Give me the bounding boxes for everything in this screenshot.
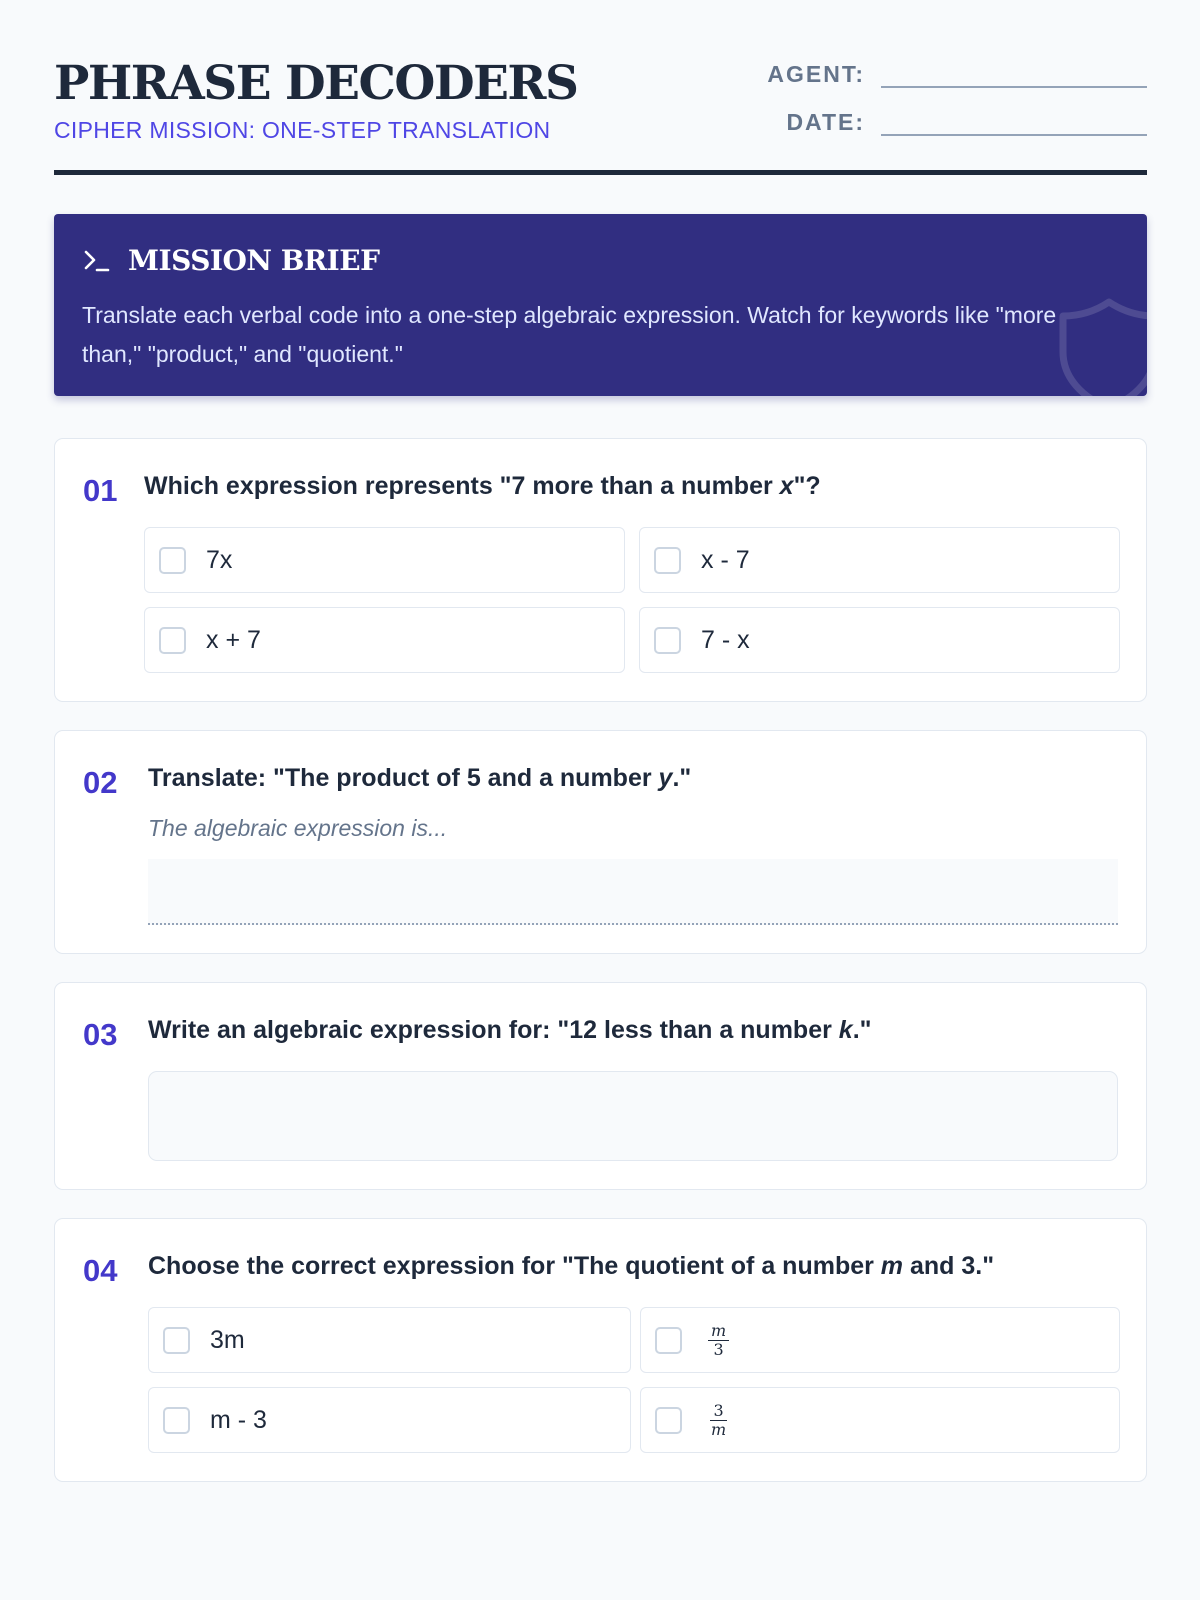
date-field xyxy=(755,104,1147,136)
question-text: Write an algebraic expression for: "12 less than a number k." xyxy=(148,1016,872,1044)
question-variable: k xyxy=(838,1016,853,1044)
question-text: Which expression represents "7 more than a number x"? xyxy=(144,472,821,500)
terminal-icon xyxy=(82,246,112,276)
answer-hint: The algebraic expression is... xyxy=(148,815,448,841)
question-number: 04 xyxy=(83,1253,118,1288)
fraction-denominator: m xyxy=(711,1419,727,1439)
answer-option[interactable] xyxy=(640,1307,1120,1373)
option-text: x + 7 xyxy=(206,625,261,654)
question-number: 01 xyxy=(83,473,118,508)
option-text: 7 - x xyxy=(701,625,750,654)
checkbox[interactable] xyxy=(655,1327,682,1354)
answer-option[interactable] xyxy=(144,607,625,673)
answer-option[interactable] xyxy=(144,527,625,593)
question-text: Choose the correct expression for "The quotient of a number m and 3." xyxy=(148,1252,995,1280)
option-text: m - 3 xyxy=(210,1405,267,1434)
question-card-1 xyxy=(54,438,1147,702)
checkbox[interactable] xyxy=(655,1407,682,1434)
question-card-3 xyxy=(54,982,1147,1190)
question-card-2 xyxy=(54,730,1147,954)
checkbox[interactable] xyxy=(654,547,681,574)
answer-option[interactable] xyxy=(639,527,1120,593)
option-text: x - 7 xyxy=(701,545,750,574)
fraction-3-over-m xyxy=(708,1402,729,1439)
checkbox[interactable] xyxy=(159,627,186,654)
option-text: 3m xyxy=(210,1325,245,1354)
question-variable: x xyxy=(779,472,794,500)
option-text: 7x xyxy=(206,545,233,574)
answer-option[interactable] xyxy=(148,1307,631,1373)
answer-box[interactable] xyxy=(148,1071,1118,1161)
question-text: Translate: "The product of 5 and a number y." xyxy=(148,764,692,792)
question-number: 03 xyxy=(83,1017,118,1052)
answer-line[interactable] xyxy=(148,859,1118,925)
checkbox[interactable] xyxy=(159,547,186,574)
worksheet-page xyxy=(54,0,1147,1439)
fraction-m-over-3 xyxy=(708,1322,729,1359)
page-subtitle: CIPHER MISSION: ONE-STEP TRANSLATION xyxy=(54,117,551,143)
date-label: DATE: xyxy=(786,109,865,135)
agent-input-line[interactable] xyxy=(881,56,1147,88)
agent-field xyxy=(755,56,1147,88)
question-card-4 xyxy=(54,1218,1147,1482)
brief-title: MISSION BRIEF xyxy=(128,244,380,277)
question-number: 02 xyxy=(83,765,118,800)
date-input-line[interactable] xyxy=(881,104,1147,136)
checkbox[interactable] xyxy=(163,1407,190,1434)
page-title: PHRASE DECODERS xyxy=(54,56,578,111)
answer-option[interactable] xyxy=(640,1387,1120,1453)
agent-label: AGENT: xyxy=(767,61,865,87)
fraction-denominator: 3 xyxy=(713,1339,724,1359)
mission-brief xyxy=(54,214,1147,396)
answer-option[interactable] xyxy=(639,607,1120,673)
question-variable: m xyxy=(880,1252,904,1280)
checkbox[interactable] xyxy=(654,627,681,654)
brief-text: Translate each verbal code into a one-step algebraic expression. Watch for keywords like "more than," "product," and "quotient." xyxy=(82,302,1057,367)
answer-option[interactable] xyxy=(148,1387,631,1453)
checkbox[interactable] xyxy=(163,1327,190,1354)
fraction-numerator: 3 xyxy=(710,1402,726,1421)
question-variable: y xyxy=(658,764,673,792)
brief-heading xyxy=(82,244,380,277)
shield-icon xyxy=(1049,294,1147,396)
worksheet-header xyxy=(54,0,1147,175)
fraction-numerator: m xyxy=(708,1322,729,1341)
